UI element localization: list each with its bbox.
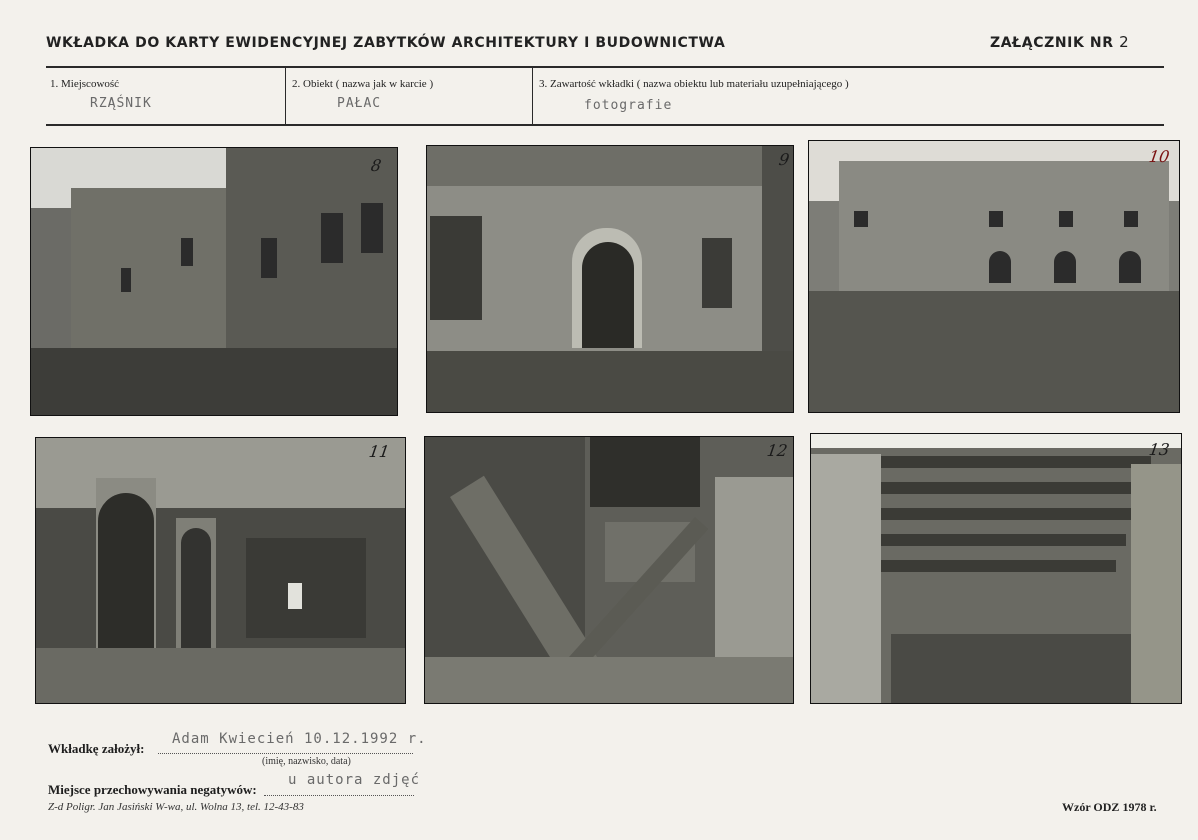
document-title: WKŁADKA DO KARTY EWIDENCYJNEJ ZABYTKÓW ARCHITEKTURY I BUDOWNICTWA xyxy=(46,35,726,51)
founder-value: Adam Kwiecień 10.12.1992 r. xyxy=(172,731,427,747)
table-divider-1 xyxy=(285,66,286,126)
photo-12 xyxy=(424,436,794,704)
founder-label: Wkładkę założył: xyxy=(48,741,145,756)
object-label: 2. Obiekt ( nazwa jak w karcie ) xyxy=(292,78,434,90)
negatives-value: u autora zdjęć xyxy=(288,772,421,788)
negatives-label: Miejsce przechowywania negatywów: xyxy=(48,782,257,797)
attachment-label-text: ZAŁĄCZNIK NR xyxy=(990,35,1114,51)
photo-13-number: 13 xyxy=(1147,440,1171,459)
founder-hint: (imię, nazwisko, data) xyxy=(262,756,351,767)
photo-9 xyxy=(426,145,794,413)
photo-10 xyxy=(808,140,1180,413)
photo-10-number: 10 xyxy=(1147,147,1171,166)
locality-value: RZĄŚNIK xyxy=(90,96,152,111)
table-bottom-rule xyxy=(46,124,1164,126)
table-top-rule xyxy=(46,66,1164,68)
form-number: Wzór ODZ 1978 r. xyxy=(1062,800,1157,814)
table-divider-2 xyxy=(532,66,533,126)
photo-9-number: 9 xyxy=(777,150,791,169)
attachment-number: 2 xyxy=(1119,33,1130,51)
photo-8 xyxy=(30,147,398,416)
photo-13 xyxy=(810,433,1182,704)
contents-value: fotografie xyxy=(584,98,673,113)
negatives-line xyxy=(264,794,414,796)
printer-imprint: Z-d Poligr. Jan Jasiński W-wa, ul. Wolna 13, tel. 12-43-83 xyxy=(48,801,304,813)
attachment-label xyxy=(990,33,1129,51)
photo-11-number: 11 xyxy=(367,442,391,461)
photo-12-number: 12 xyxy=(765,441,789,460)
locality-label: 1. Miejscowość xyxy=(50,78,120,90)
photo-11 xyxy=(35,437,406,704)
photo-8-number: 8 xyxy=(369,156,383,175)
contents-label: 3. Zawartość wkładki ( nazwa obiektu lub materiału uzupełniającego ) xyxy=(539,78,849,90)
founder-line xyxy=(158,752,413,754)
object-value: PAŁAC xyxy=(337,96,382,111)
